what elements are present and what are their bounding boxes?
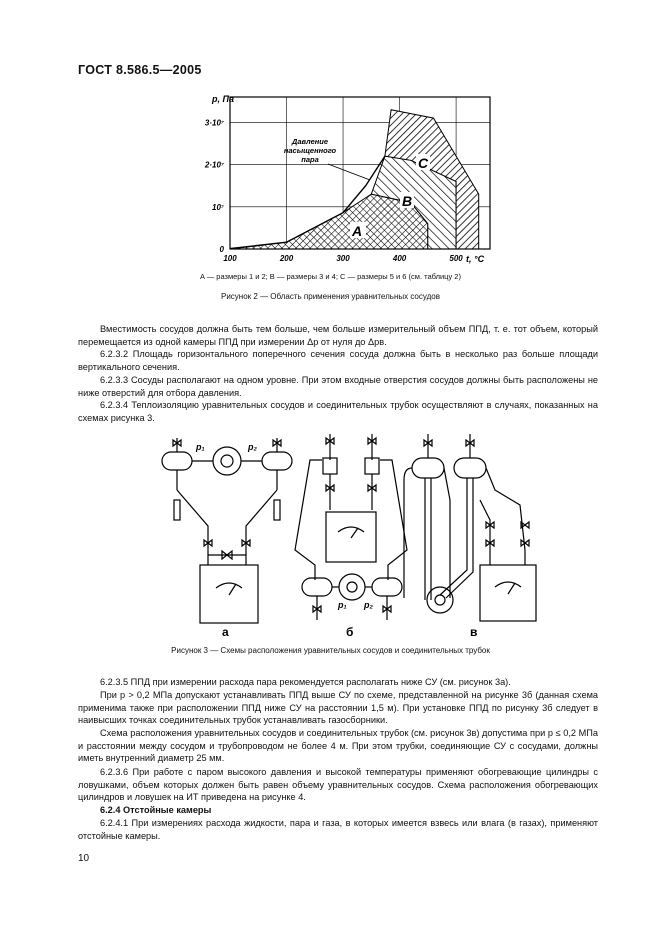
sub-label-c: в (470, 625, 478, 639)
equalizing-vessel-right (262, 452, 292, 470)
pipeline (213, 447, 241, 475)
x-axis-label: t, °C (466, 254, 485, 264)
scheme-a (162, 438, 292, 623)
paragraph-scheme-c: Схема расположения уравнительных сосудов и соединительных трубок (см. рисунок 3в) допустима при p ≤ 0,2 МПа и расстоянии между сосудом и трубопроводом не более 4 м. При этом трубки, соединяющие СУ с сосудами, должны иметь внутренний диаметр 25 мм. (78, 728, 598, 764)
x-tick-label: 200 (279, 254, 294, 263)
y-tick-label: 0 (219, 245, 224, 254)
paragraph-pressure-above: При p > 0,2 МПа допускают устанавливать ППД выше СУ по схеме, представленной на рисунке 3б (данная схема применима также при расположении ППД ниже СУ на расстоянии 1,5 м). При установке ППД по рисунку 3б следует в наивысших точках соединительных трубок устанавливать газосборники. (78, 690, 598, 726)
region-a-label: A (352, 223, 363, 239)
scheme-a-p2-label: p₂ (248, 442, 257, 452)
y-tick-label: 2·10⁷ (204, 160, 224, 170)
figure2-caption: Рисунок 2 — Область применения уравнительных сосудов (221, 292, 440, 301)
sub-label-a: а (222, 625, 229, 639)
x-tick-label: 100 (223, 254, 237, 263)
page-number: 10 (78, 853, 90, 864)
equalizing-vessel-left (162, 452, 192, 470)
paragraph-6-2-3-3: 6.2.3.3 Сосуды располагают на одном уровне. При этом входные отверстия сосудов должны быть расположены не ниже отверстий для отбора давления. (78, 375, 598, 398)
pipeline-b (339, 574, 365, 600)
scheme-b-p2-label: p₂ (364, 600, 373, 610)
y-axis-label: p, Па (212, 94, 234, 104)
document-header: ГОСТ 8.586.5—2005 (78, 63, 202, 77)
annotation-line-3: пара (301, 155, 319, 164)
scheme-c (404, 434, 536, 621)
x-tick-label: 300 (336, 254, 350, 263)
vessel-c-right (454, 458, 486, 478)
paragraph-6-2-4-1: 6.2.4.1 При измерениях расхода жидкости, пара и газа, в которых имеется взвесь или влага (в газах), применяют отстойные камеры. (78, 818, 598, 841)
region-c-label: C (418, 155, 429, 171)
paragraph-6-2-3-6: 6.2.3.6 При работе с паром высокого давления и высокой температуры применяют обогревающие цилиндры с ловушками, объем которых должен быть равен объему уравнительных сосудов. Схема расположения обогревающих цилиндров и ловушек на ИТ приведена на рисунке 4. (78, 767, 598, 803)
annotation-line-1: Давление (291, 137, 329, 146)
figure2-chart (190, 92, 510, 272)
paragraph-6-2-3-2: 6.2.3.2 Площадь горизонтального поперечного сечения сосуда должна быть в несколько раз больше площади вертикального сечения. (78, 349, 598, 372)
annotation-line-2: насыщенного (283, 146, 337, 155)
paragraph-vessel-capacity: Вместимость сосудов должна быть тем больше, чем больше измерительный объем ППД, т. е. тот объем, который перемещается из одной камеры ППД при измерении Δp от нуля до Δpв. (78, 324, 598, 347)
x-tick-label: 400 (392, 254, 407, 263)
paragraph-6-2-3-5: 6.2.3.5 ППД при измерении расхода пара рекомендуется располагать ниже СУ (см. рисунок 3а). (100, 677, 511, 687)
figure3-schematics (150, 430, 550, 640)
gas-collector-right (365, 458, 379, 474)
figure3-caption: Рисунок 3 — Схемы расположения уравнительных сосудов и соединительных трубок (171, 646, 490, 655)
x-tick-label: 500 (449, 254, 463, 263)
scheme-a-p1-label: p₁ (196, 442, 205, 452)
y-tick-label: 10⁷ (212, 202, 224, 212)
scheme-b (295, 434, 407, 620)
paragraph-6-2-3-4: 6.2.3.4 Теплоизоляцию уравнительных сосудов и соединительных трубок осуществляют в случаях, показанных на схемах рисунка 3. (78, 400, 598, 423)
y-tick-label: 3·10⁷ (204, 118, 224, 128)
region-b-label: B (402, 193, 413, 209)
gas-collector-left (323, 458, 337, 474)
scheme-b-p1-label: p₁ (338, 600, 347, 610)
vessel-b-right (372, 578, 402, 596)
figure2-legend: A — размеры 1 и 2; B — размеры 3 и 4; C — размеры 5 и 6 (см. таблицу 2) (200, 272, 461, 281)
vessel-c-left (412, 458, 444, 478)
heading-6-2-4: 6.2.4 Отстойные камеры (100, 805, 212, 815)
region-a (230, 194, 428, 249)
sub-label-b: б (346, 625, 354, 639)
vessel-b-left (302, 578, 332, 596)
annotation-leader (328, 164, 370, 180)
